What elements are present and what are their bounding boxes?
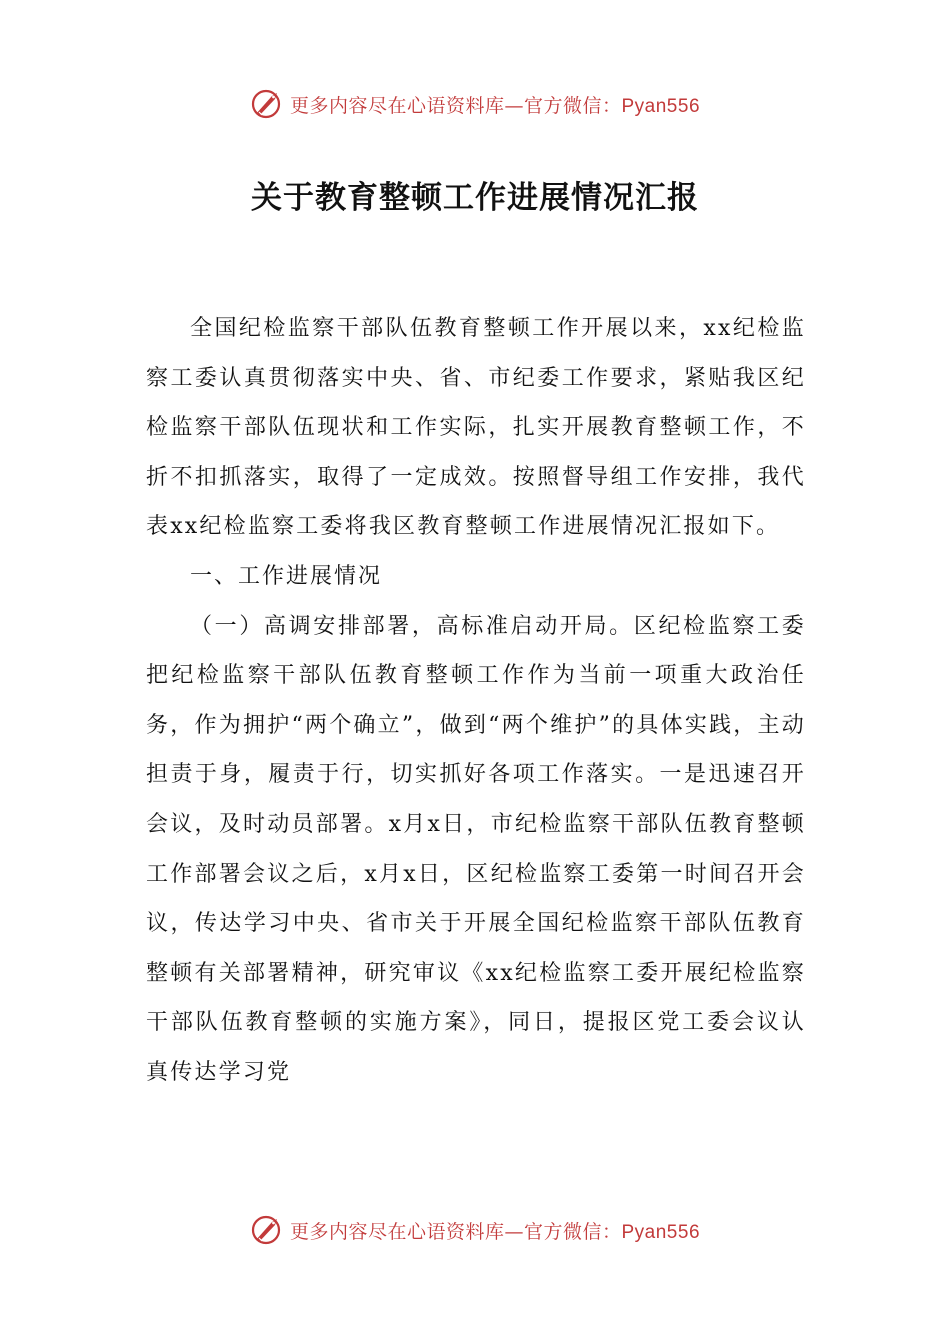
document-body	[146, 304, 806, 1098]
pen-nib-logo-icon	[250, 87, 284, 121]
footer-watermark-text: 更多内容尽在心语资料库—官方微信：Pyan556	[289, 1220, 701, 1243]
footer-watermark-banner	[0, 1210, 950, 1250]
header-wechat-handle: Pyan556	[621, 95, 701, 117]
footer-wechat-handle: Pyan556	[621, 1221, 701, 1243]
section-heading: 一、工作进展情况	[190, 563, 383, 589]
document-title: 关于教育整顿工作进展情况汇报	[251, 180, 699, 216]
header-watermark-banner	[0, 84, 950, 124]
pen-nib-logo-icon	[250, 1213, 284, 1247]
intro-paragraph: 全国纪检监察干部队伍教育整顿工作开展以来，xx纪检监察工委认真贯彻落实中央、省、市纪委工作要求，紧贴我区纪检监察干部队伍现状和工作实际，扎实开展教育整顿工作，不折不扣抓落实，取得了一定成效。按照督导组工作安排，我代表xx纪检监察工委将我区教育整顿工作进展情况汇报如下。	[146, 316, 806, 540]
body-paragraph: （一）高调安排部署，高标准启动开局。区纪检监察工委把纪检监察干部队伍教育整顿工作作为当前一项重大政治任务，作为拥护“两个确立”，做到“两个维护”的具体实践，主动担责于身，履责于行，切实抓好各项工作落实。一是迅速召开会议，及时动员部署。x月x日，市纪检监察干部队伍教育整顿工作部署会议之后，x月x日，区纪检监察工委第一时间召开会议，传达学习中央、省市关于开展全国纪检监察干部队伍教育整顿有关部署精神，研究审议《xx纪检监察工委开展纪检监察干部队伍教育整顿的实施方案》，同日，提报区党工委会议认真传达学习党	[146, 613, 806, 1085]
header-watermark-text: 更多内容尽在心语资料库—官方微信：Pyan556	[289, 94, 701, 117]
